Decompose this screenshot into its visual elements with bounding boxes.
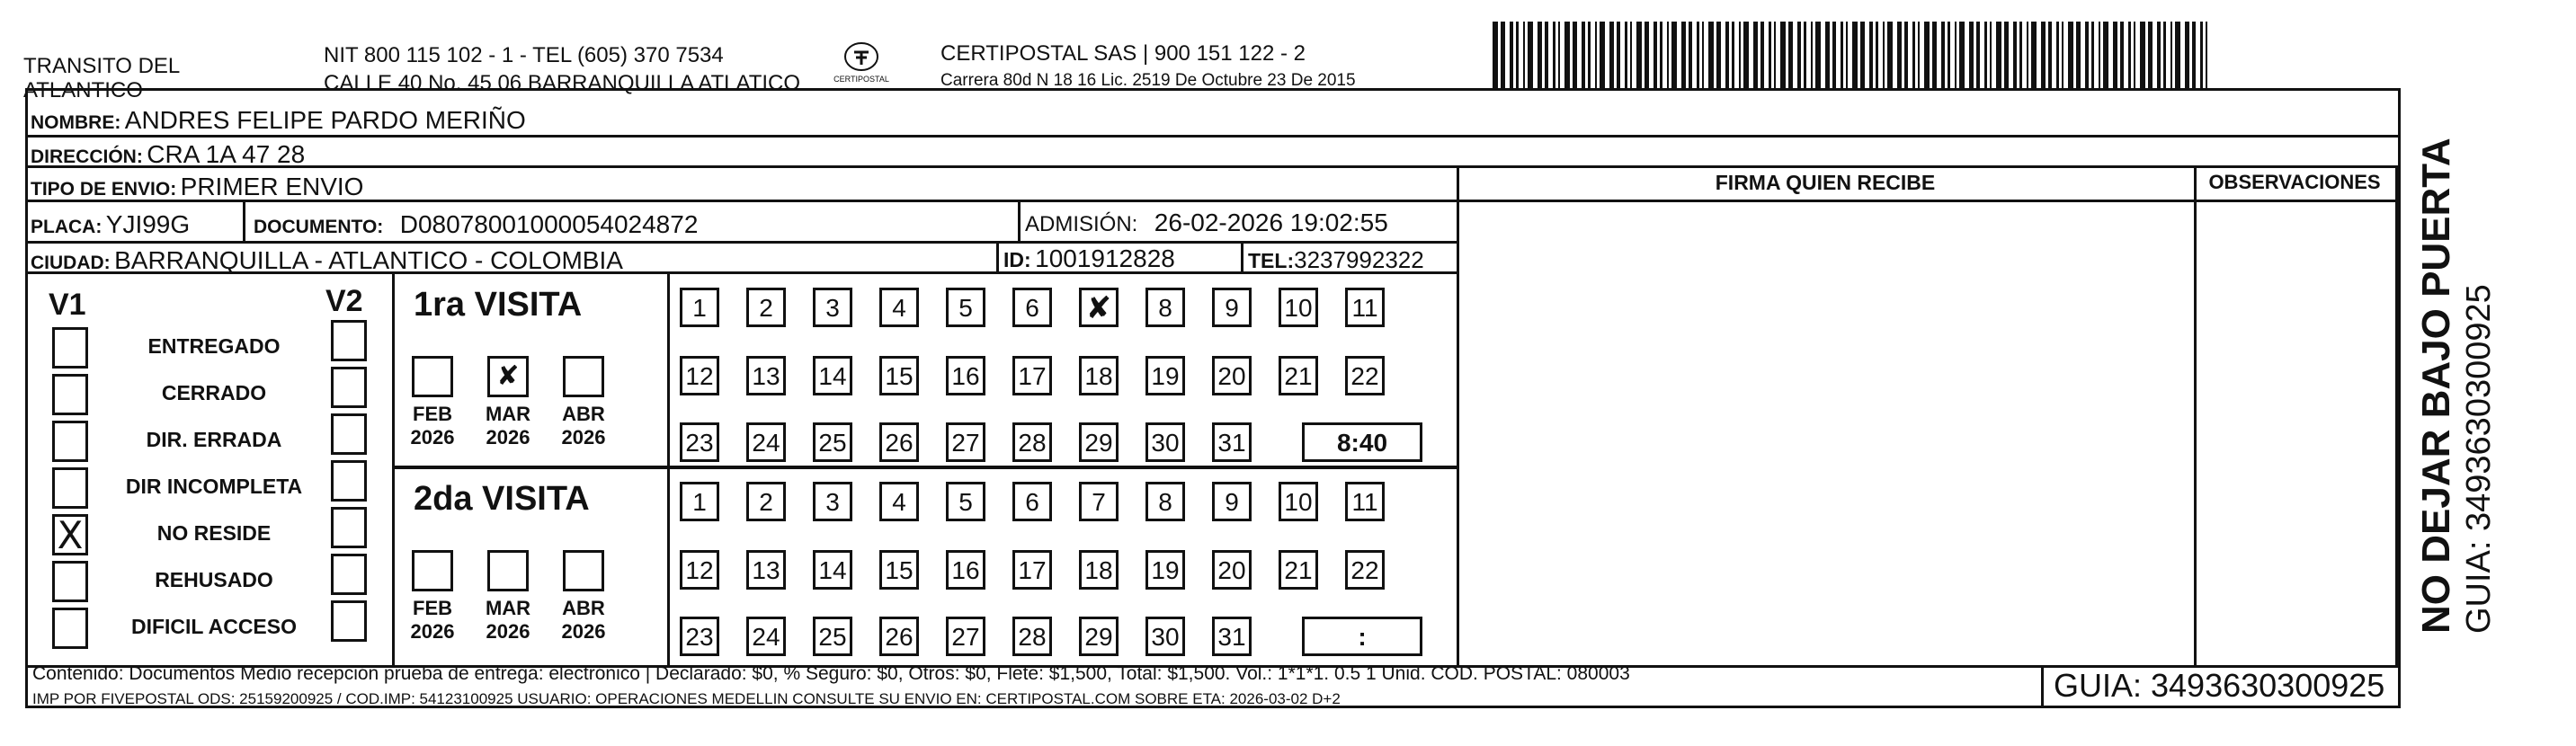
barcode-bar (2170, 22, 2172, 88)
day-box[interactable]: 25 (813, 422, 852, 462)
barcode-bar (1660, 22, 1662, 88)
barcode-bar (1708, 22, 1714, 88)
admision-value: 26-02-2026 19:02:55 (1154, 209, 1388, 236)
company-info (940, 41, 1356, 91)
v1-label: V1 (49, 288, 86, 322)
month-year: 2026 (410, 426, 455, 448)
day-box[interactable]: 27 (946, 617, 985, 656)
tipo-label: TIPO DE ENVIO: (31, 179, 177, 200)
month-label (552, 597, 615, 644)
barcode-bar (2062, 22, 2063, 88)
day-box[interactable]: 11 (1345, 288, 1385, 327)
day-box[interactable]: 2 (746, 288, 786, 327)
barcode-bar (2157, 22, 2161, 88)
license-line: Carrera 80d N 18 16 Lic. 2519 De Octubre 23 De 2015 (940, 71, 1356, 90)
day-box[interactable]: 16 (946, 356, 985, 395)
barcode (1493, 22, 2221, 88)
barcode-bar (1501, 22, 1505, 88)
barcode-bar (2019, 22, 2022, 88)
day-box[interactable]: 13 (746, 356, 786, 395)
barcode-bar (1846, 22, 1848, 88)
documento-label: DOCUMENTO: (254, 217, 384, 237)
col-divider (996, 241, 999, 271)
month-checkbox[interactable] (412, 356, 453, 397)
day-box[interactable]: 13 (746, 550, 786, 590)
authority-line2: ATLANTICO (23, 78, 143, 102)
tipo-row (31, 173, 363, 201)
day-box[interactable]: 23 (680, 422, 719, 462)
barcode-bar (1887, 22, 1893, 88)
status-label: CERRADO (161, 381, 267, 404)
barcode-bar (1558, 22, 1560, 88)
barcode-bar (1743, 22, 1749, 88)
ciudad-label: CIUDAD: (31, 253, 111, 273)
day-box[interactable]: 18 (1079, 550, 1119, 590)
side-guia: GUIA: 3493630300925 (2460, 284, 2498, 634)
month-checkbox[interactable] (563, 550, 604, 591)
col-divider (2041, 665, 2044, 708)
v1-checkbox[interactable] (52, 327, 88, 369)
tel-field (1248, 246, 1424, 274)
barcode-bar (1976, 22, 1980, 88)
barcode-bar (2163, 22, 2166, 88)
barcode-bar (1912, 22, 1915, 88)
barcode-bar (1932, 22, 1937, 88)
month-year: 2026 (561, 620, 606, 643)
barcode-bar (1697, 22, 1699, 88)
documento-field (254, 210, 698, 239)
barcode-bar (1645, 22, 1649, 88)
day-box[interactable]: 6 (1012, 482, 1052, 521)
barcode-bar (2099, 22, 2100, 88)
placa-value: YJI99G (105, 210, 191, 238)
id-value: 1001912828 (1035, 244, 1175, 272)
barcode-bar (1545, 22, 1548, 88)
side-text (2414, 138, 2499, 634)
barcode-bar (1510, 22, 1513, 88)
barcode-bar (2041, 22, 2046, 88)
barcode-bar (2068, 22, 2073, 88)
month-year: 2026 (486, 426, 530, 448)
check-mark-icon: X (57, 513, 84, 557)
day-box[interactable]: 9 (1212, 482, 1252, 521)
v2-checkbox[interactable] (331, 507, 367, 548)
barcode-bar (1671, 22, 1677, 88)
day-box[interactable]: 19 (1145, 550, 1185, 590)
month-name: FEB (413, 403, 452, 425)
day-box[interactable]: 24 (746, 422, 786, 462)
barcode-bar (1860, 22, 1865, 88)
barcode-bar (1538, 22, 1542, 88)
barcode-bar (2013, 22, 2017, 88)
barcode-bar (2103, 22, 2108, 88)
month-year: 2026 (486, 620, 530, 643)
barcode-bar (1528, 22, 1533, 88)
barcode-bar (1904, 22, 1908, 88)
day-box[interactable]: 25 (813, 617, 852, 656)
status-label: DIR. ERRADA (146, 428, 282, 451)
v2-checkbox[interactable] (331, 600, 367, 642)
day-box[interactable]: 2 (746, 482, 786, 521)
tel-value: 3237992322 (1294, 246, 1424, 273)
day-box[interactable]: 19 (1145, 356, 1185, 395)
row-divider (25, 135, 2401, 138)
ciudad-value: BARRANQUILLA - ATLANTICO - COLOMBIA (114, 246, 623, 274)
day-box[interactable]: 5 (946, 482, 985, 521)
day-box[interactable]: 3 (813, 482, 852, 521)
certipostal-logo (825, 41, 897, 84)
id-field (1003, 244, 1175, 273)
barcode-bar (1564, 22, 1570, 88)
barcode-bar (1493, 22, 1498, 88)
barcode-bar (2031, 22, 2037, 88)
barcode-bar (1753, 22, 1758, 88)
day-box[interactable]: 31 (1212, 422, 1252, 462)
time-box[interactable] (1302, 617, 1422, 656)
barcode-bar (1582, 22, 1585, 88)
month-year: 2026 (410, 620, 455, 643)
no-dejar-warning: NO DEJAR BAJO PUERTA (2414, 138, 2458, 634)
col-divider (1018, 200, 1021, 241)
barcode-bar (1573, 22, 1577, 88)
v2-checkbox[interactable] (331, 367, 367, 408)
barcode-bar (1969, 22, 1974, 88)
placa-field (31, 210, 190, 239)
direccion-row (31, 140, 305, 169)
barcode-bar (1667, 22, 1669, 88)
barcode-bar (1739, 22, 1741, 88)
day-box[interactable]: 4 (879, 288, 919, 327)
col-divider (2395, 165, 2398, 665)
barcode-bar (1811, 22, 1813, 88)
barcode-bar (1732, 22, 1734, 88)
month-label (477, 403, 539, 449)
barcode-bar (1869, 22, 1873, 88)
day-box[interactable]: 30 (1145, 422, 1185, 462)
barcode-bar (2091, 22, 2094, 88)
day-box[interactable]: 17 (1012, 550, 1052, 590)
barcode-bar (1841, 22, 1843, 88)
barcode-bar (1996, 22, 2001, 88)
barcode-bar (1941, 22, 1945, 88)
month-label (552, 403, 615, 449)
barcode-bar (1852, 22, 1858, 88)
day-box[interactable]: 15 (879, 356, 919, 395)
v1-checkbox[interactable] (52, 467, 88, 509)
visit-title: 1ra VISITA (414, 286, 583, 324)
day-box[interactable]: 6 (1012, 288, 1052, 327)
day-box[interactable]: 26 (879, 422, 919, 462)
barcode-bar (1725, 22, 1729, 88)
footer-guia: GUIA: 3493630300925 (2054, 667, 2385, 704)
day-box[interactable]: 31 (1212, 617, 1252, 656)
barcode-bar (1523, 22, 1525, 88)
header-underline (1457, 200, 2398, 202)
barcode-bar (1516, 22, 1519, 88)
month-label (477, 597, 539, 644)
day-box[interactable]: 8 (1145, 482, 1185, 521)
day-box[interactable]: 22 (1345, 356, 1385, 395)
placa-label: PLACA: (31, 217, 103, 237)
month-checkbox[interactable] (412, 550, 453, 591)
barcode-bar (2134, 22, 2135, 88)
ciudad-field (31, 246, 623, 275)
month-name: ABR (562, 597, 605, 619)
check-mark-icon: ✘ (496, 360, 520, 392)
day-box[interactable]: 26 (879, 617, 919, 656)
barcode-bar (2175, 22, 2180, 88)
status-label: ENTREGADO (147, 334, 281, 358)
day-box[interactable]: 1 (680, 482, 719, 521)
month-checkbox[interactable] (487, 356, 529, 397)
day-box[interactable]: 30 (1145, 617, 1185, 656)
time-box[interactable] (1302, 422, 1422, 462)
day-box[interactable]: 10 (1279, 288, 1318, 327)
day-box[interactable]: 17 (1012, 356, 1052, 395)
nit-line: NIT 800 115 102 - 1 - TEL (605) 370 7534 (324, 43, 724, 67)
admision-label: ADMISIÓN: (1025, 212, 1138, 236)
admision-field (1025, 209, 1388, 237)
day-box[interactable]: 29 (1079, 422, 1119, 462)
v1-checkbox[interactable] (52, 561, 88, 602)
day-box[interactable]: 12 (680, 356, 719, 395)
barcode-bar (1617, 22, 1620, 88)
barcode-bar (1681, 22, 1686, 88)
day-box[interactable]: 12 (680, 550, 719, 590)
day-box[interactable]: 21 (1279, 550, 1318, 590)
barcode-bar (1815, 22, 1821, 88)
barcode-bar (1625, 22, 1627, 88)
day-box[interactable]: 14 (813, 550, 852, 590)
row-divider (25, 165, 2401, 168)
time-value: 8:40 (1336, 429, 1388, 457)
month-name: MAR (485, 597, 531, 619)
barcode-bar (2076, 22, 2081, 88)
day-box[interactable]: 23 (680, 617, 719, 656)
barcode-bar (2048, 22, 2052, 88)
status-label: REHUSADO (155, 568, 273, 591)
barcode-bar (1825, 22, 1830, 88)
day-box[interactable] (1079, 288, 1119, 327)
check-mark-icon: ✘ (1085, 290, 1112, 326)
barcode-bar (1716, 22, 1721, 88)
barcode-bar (2004, 22, 2009, 88)
barcode-bar (2027, 22, 2028, 88)
barcode-bar (1804, 22, 1806, 88)
barcode-bar (2113, 22, 2117, 88)
barcode-bar (2056, 22, 2059, 88)
v2-label: V2 (325, 284, 363, 318)
barcode-bar (1609, 22, 1614, 88)
barcode-bar (1630, 22, 1632, 88)
direccion-label: DIRECCIÓN: (31, 147, 143, 167)
v2-checkbox[interactable] (331, 320, 367, 361)
barcode-bar (1924, 22, 1930, 88)
barcode-bar (1883, 22, 1885, 88)
barcode-bar (1955, 22, 1957, 88)
barcode-bar (2120, 22, 2124, 88)
day-box[interactable]: 22 (1345, 550, 1385, 590)
day-box[interactable]: 20 (1212, 550, 1252, 590)
month-year: 2026 (561, 426, 606, 448)
imp-line: IMP POR FIVEPOSTAL ODS: 25159200925 / COD.IMP: 54123100925 USUARIO: OPERACIONES MEDELLIN CONSULTE SU ENVIO EN: CERTIPOSTAL.COM SOBRE ETA: 2026-03-02 D+2 (32, 690, 1341, 707)
barcode-bar (1918, 22, 1920, 88)
firma-header: FIRMA QUIEN RECIBE (1715, 171, 1936, 194)
v2-checkbox[interactable] (331, 460, 367, 502)
barcode-bar (1769, 22, 1771, 88)
col-divider (2194, 165, 2197, 665)
barcode-bar (2185, 22, 2189, 88)
day-box[interactable]: 5 (946, 288, 985, 327)
direccion-value: CRA 1A 47 28 (147, 140, 306, 168)
tipo-value: PRIMER ENVIO (180, 173, 364, 200)
day-box[interactable]: 27 (946, 422, 985, 462)
barcode-bar (1797, 22, 1801, 88)
day-box[interactable]: 21 (1279, 356, 1318, 395)
barcode-bar (1588, 22, 1591, 88)
barcode-bar (1780, 22, 1786, 88)
barcode-bar (1948, 22, 1950, 88)
contenido-line: Contenido: Documentos Medio recepción prueba de entrega: electrónico | Declarado: $0, % Seguro: $0, Otros: $0, Flete: $1,500, Total: $1,500. Vol.: 1*1*1. 0.5 1 Unid. COD. POSTAL: 080003 (32, 663, 1630, 684)
day-box[interactable]: 24 (746, 617, 786, 656)
month-name: ABR (562, 403, 605, 425)
month-label (401, 403, 464, 449)
barcode-bar (2085, 22, 2089, 88)
status-label: NO RESIDE (156, 521, 272, 545)
v1-checkbox[interactable] (52, 421, 88, 462)
day-box[interactable]: 3 (813, 288, 852, 327)
barcode-bar (1990, 22, 1992, 88)
v1-checkbox[interactable] (52, 374, 88, 415)
col-divider (1457, 165, 1459, 665)
barcode-bar (1600, 22, 1605, 88)
tel-label: TEL: (1248, 249, 1295, 272)
barcode-bar (1897, 22, 1902, 88)
barcode-bar (1595, 22, 1597, 88)
barcode-bar (1959, 22, 1965, 88)
barcode-bar (1984, 22, 1987, 88)
day-box[interactable]: 16 (946, 550, 985, 590)
address-line: CALLE 40 No. 45 06 BARRANQUILLA ATLATICO (324, 71, 801, 95)
id-label: ID: (1003, 248, 1031, 271)
barcode-bar (1702, 22, 1704, 88)
month-name: FEB (413, 597, 452, 619)
day-box[interactable]: 18 (1079, 356, 1119, 395)
day-box[interactable]: 8 (1145, 288, 1185, 327)
v2-checkbox[interactable] (331, 554, 367, 595)
visit-separator (392, 466, 1457, 469)
day-box[interactable]: 10 (1279, 482, 1318, 521)
month-checkbox[interactable] (487, 550, 529, 591)
barcode-bar (1553, 22, 1555, 88)
status-label: DIR INCOMPLETA (125, 475, 303, 498)
month-checkbox[interactable] (563, 356, 604, 397)
barcode-bar (2148, 22, 2153, 88)
visit-title: 2da VISITA (414, 480, 590, 518)
day-box[interactable]: 29 (1079, 617, 1119, 656)
v2-checkbox[interactable] (331, 413, 367, 455)
month-name: MAR (485, 403, 531, 425)
day-box[interactable]: 15 (879, 550, 919, 590)
barcode-bar (1832, 22, 1836, 88)
status-label: DIFICIL ACCESO (130, 615, 297, 638)
month-label (401, 597, 464, 644)
nombre-row (31, 106, 526, 135)
logo-icon (843, 41, 879, 72)
barcode-bar (1636, 22, 1642, 88)
day-box[interactable]: 28 (1012, 422, 1052, 462)
barcode-bar (2206, 22, 2207, 88)
barcode-bar (1876, 22, 1878, 88)
nombre-value: ANDRES FELIPE PARDO MERIÑO (124, 106, 526, 134)
nombre-label: NOMBRE: (31, 112, 121, 133)
authority-line1: TRANSITO DEL (23, 54, 181, 78)
barcode-bar (1760, 22, 1764, 88)
day-box[interactable]: 4 (879, 482, 919, 521)
barcode-bar (1774, 22, 1776, 88)
barcode-bar (2128, 22, 2131, 88)
barcode-bar (2192, 22, 2196, 88)
time-value: : (1358, 623, 1367, 651)
documento-value: D08078001000054024872 (399, 210, 699, 238)
observaciones-header: OBSERVACIONES (2208, 171, 2381, 193)
day-box[interactable]: 1 (680, 288, 719, 327)
col-divider (1241, 241, 1243, 271)
day-box[interactable]: 11 (1345, 482, 1385, 521)
barcode-bar (1689, 22, 1692, 88)
day-box[interactable]: 7 (1079, 482, 1119, 521)
day-box[interactable]: 28 (1012, 617, 1052, 656)
day-box[interactable]: 9 (1212, 288, 1252, 327)
barcode-bar (1788, 22, 1793, 88)
barcode-bar (2140, 22, 2145, 88)
day-box[interactable]: 14 (813, 356, 852, 395)
col-divider (243, 200, 245, 241)
barcode-bar (1653, 22, 1657, 88)
barcode-bar (2200, 22, 2203, 88)
company-line: CERTIPOSTAL SAS | 900 151 122 - 2 (940, 41, 1306, 66)
logo-caption: CERTIPOSTAL (833, 75, 889, 84)
day-box[interactable]: 20 (1212, 356, 1252, 395)
v1-checkbox[interactable] (52, 608, 88, 649)
v1-checkbox[interactable] (52, 514, 88, 555)
